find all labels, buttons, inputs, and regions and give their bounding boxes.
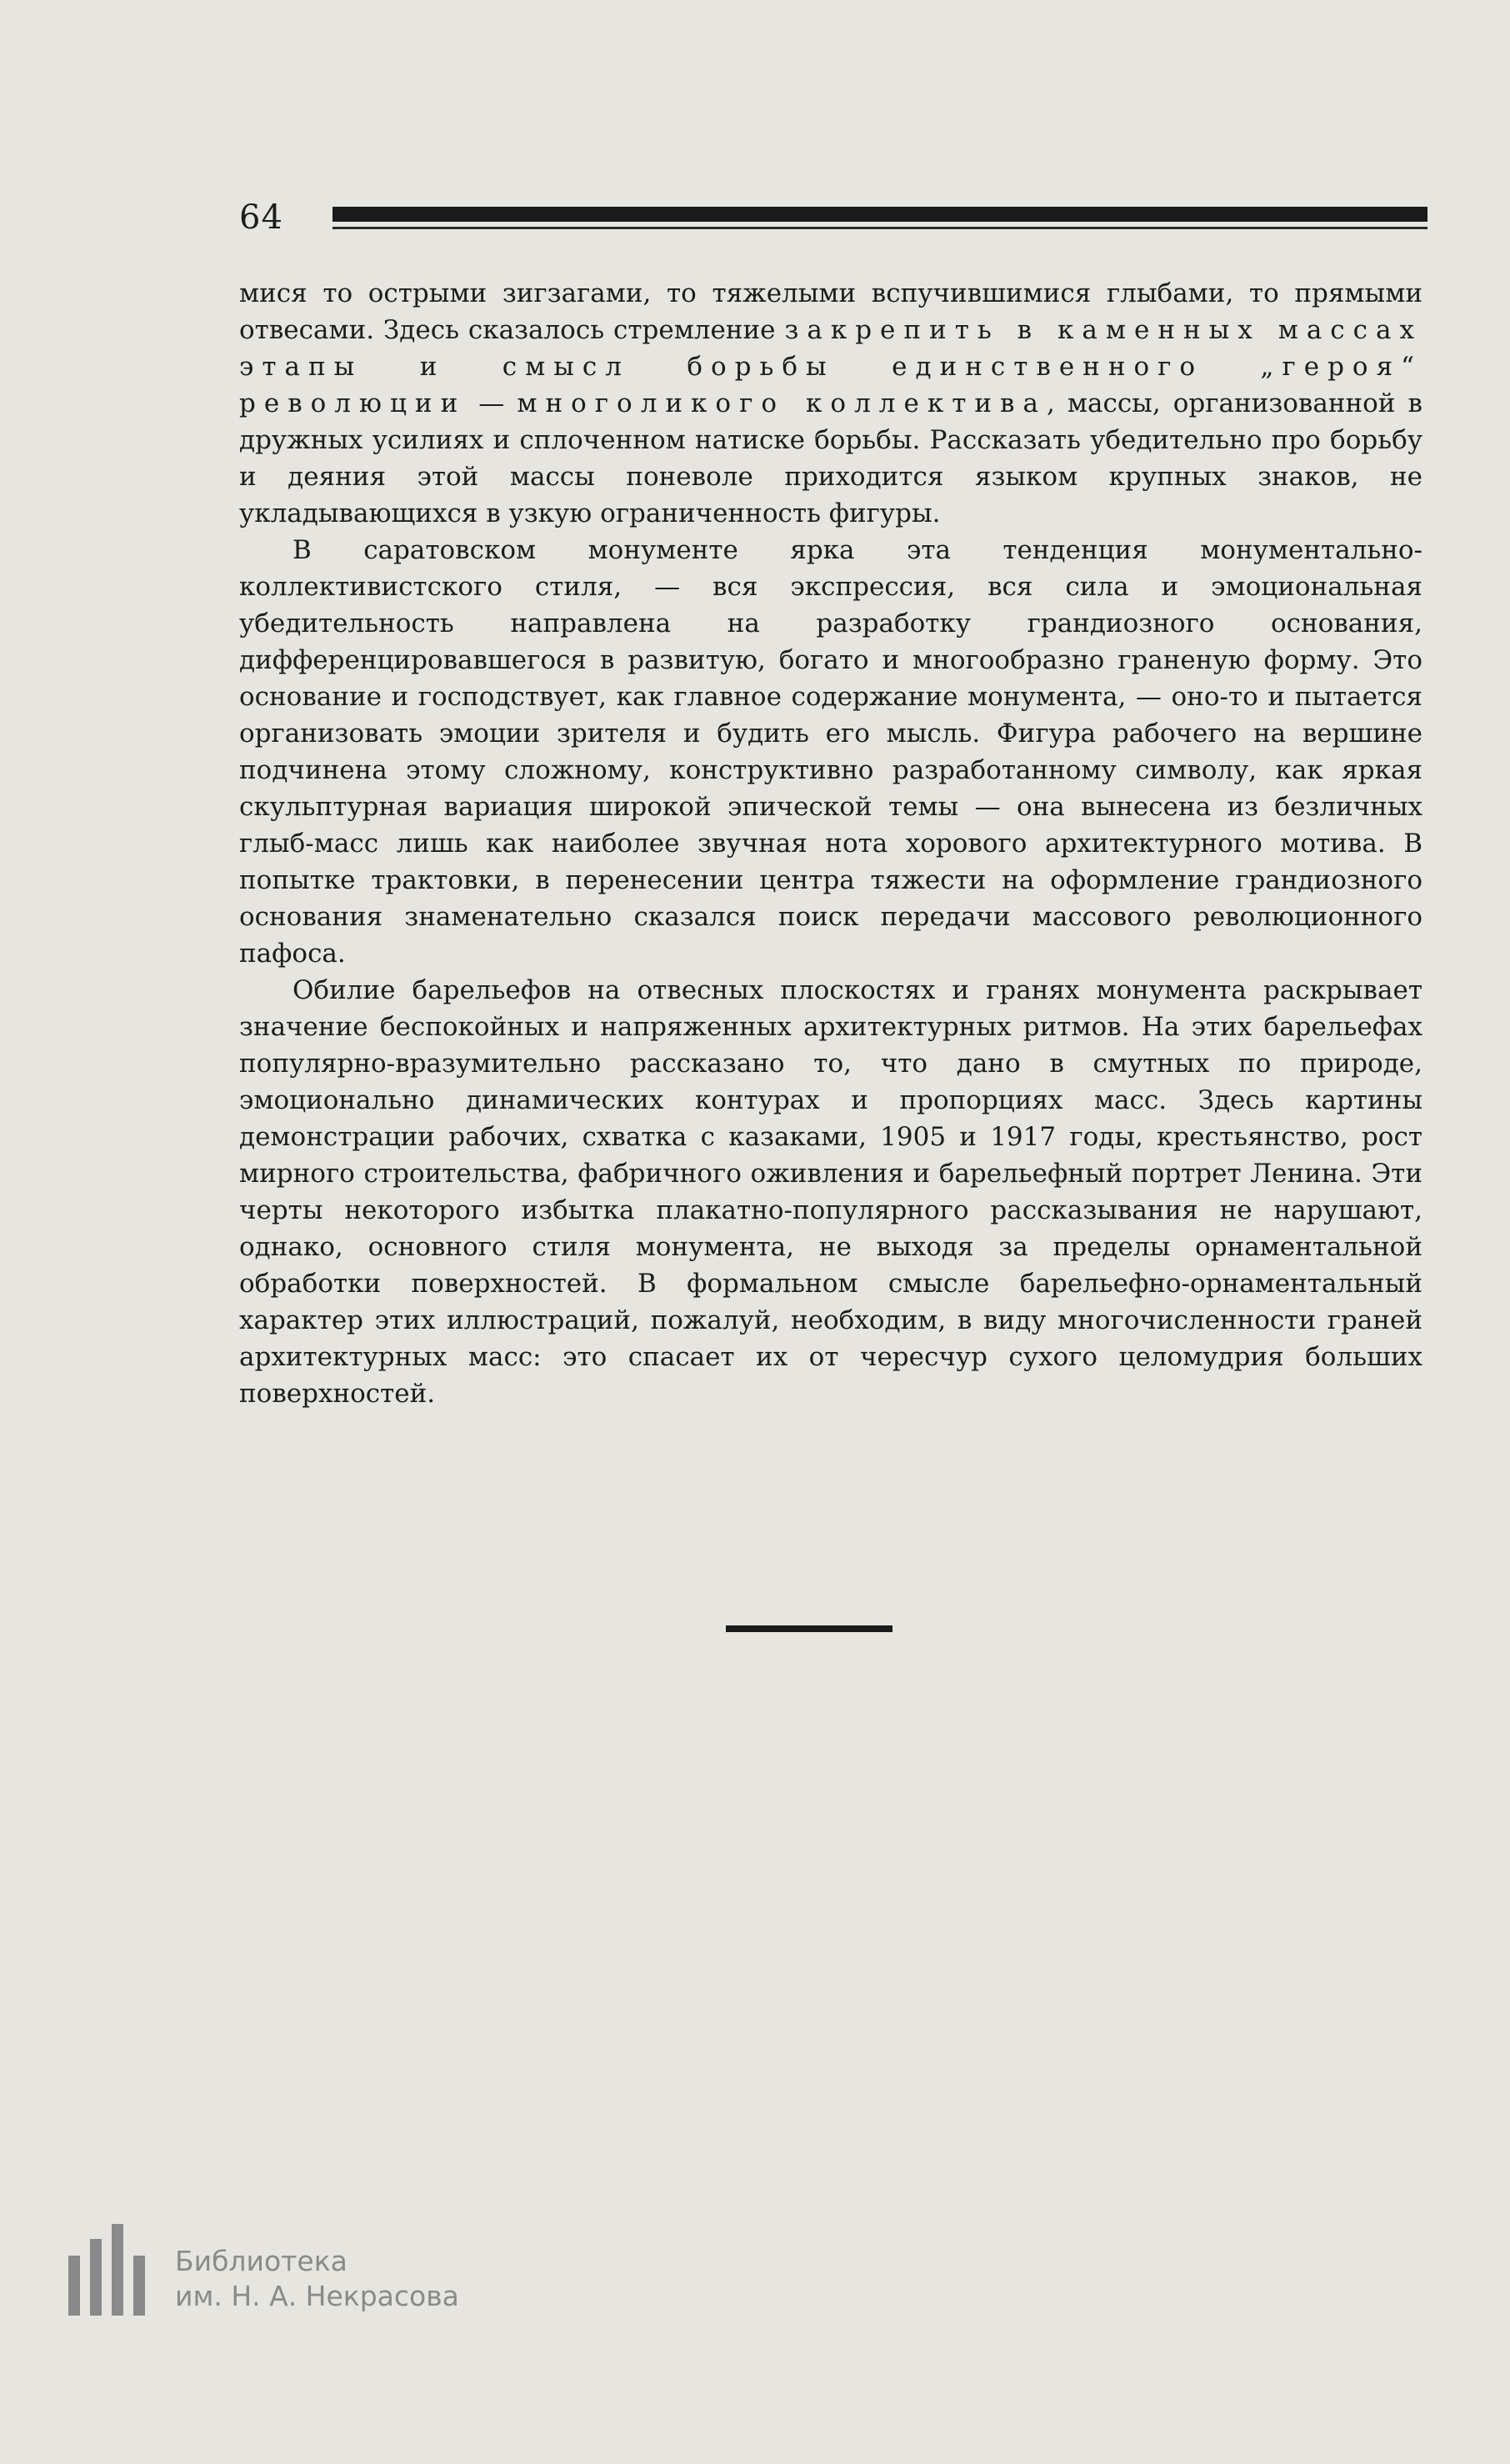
paragraph-2: В саратовском монументе ярка эта тенденция монументально-коллективистского стиля, — вся экспрессия, вся сила и эмоциональная убедительность направлена на разработку грандиозного основания, дифференцировавшегося в развитую, богато и многообразно граненую форму. Это основание и господствует, как главное содержание монумента, — оно-то и пытается организовать эмоции зрителя и будить его мысль. Фигура рабочего на вершине подчинена этому сложному, конструктивно разработанному символу, как яркая скульптурная вариация широкой эпической темы — она вынесена из безличных глыб-масс лишь как наиболее звучная нота хорового архитектурного мотива. В попытке трактовки, в перенесении центра тяжести на оформление грандиозного основания знаменательно сказался поиск передачи массового революционного пафоса. xyxy=(239,535,1422,969)
page-number: 64 xyxy=(239,198,283,237)
paragraph-1-spaced-b: многоликого коллектива xyxy=(517,388,1047,418)
header-rule-thin xyxy=(332,227,1428,229)
paragraph-1-dash: — xyxy=(466,388,518,418)
paragraph-1-spaced-a: закрепить в каменных массах этапы и смысл борьбы единственного „героя“ революции xyxy=(239,315,1422,418)
header-rule xyxy=(332,207,1428,222)
library-logo-icon xyxy=(68,2224,160,2316)
section-end-rule xyxy=(726,1625,892,1632)
library-name xyxy=(175,2244,459,2314)
library-name-line-1: Библиотека xyxy=(175,2245,348,2277)
page-text xyxy=(239,275,1422,1412)
paragraph-1-text-c: , массы, организованной в дружных усилиях и сплоченном натиске борьбы. Рассказать убедительно про борьбу и деяния этой массы поневоле приходится языком крупных знаков, не укладывающихся в узкую ограниченность фигуры. xyxy=(239,388,1422,528)
paragraph-3: Обилие барельефов на отвесных плоскостях и гранях монумента раскрывает значение беспокойных и напряженных архитектурных ритмов. На этих барельефах популярно-вразумительно рассказано то, что дано в смутных по природе, эмоционально динамических контурах и пропорциях масс. Здесь картины демонстрации рабочих, схватка с казаками, 1905 и 1917 годы, крестьянство, рост мирного строительства, фабричного оживления и барельефный портрет Ленина. Эти черты некоторого избытка плакатно-популярного рассказывания не нарушают, однако, основного стиля монумента, не выходя за пределы орнаментальной обработки поверхностей. В формальном смысле барельефно-орнаментальный характер этих иллюстраций, пожалуй, необходим, в виду многочисленности граней архитектурных масс: это спасает их от чересчур сухого целомудрия больших поверхностей. xyxy=(239,975,1422,1409)
page-header xyxy=(239,197,1428,238)
paragraph-1-text-a: мися то острыми зигзагами, то тяжелыми вспучившимися глыбами, то прямыми отвесами. Здесь сказалось стремление xyxy=(239,278,1422,345)
paragraph-1 xyxy=(239,275,1422,532)
library-name-line-2: им. Н. А. Некрасова xyxy=(175,2280,459,2312)
